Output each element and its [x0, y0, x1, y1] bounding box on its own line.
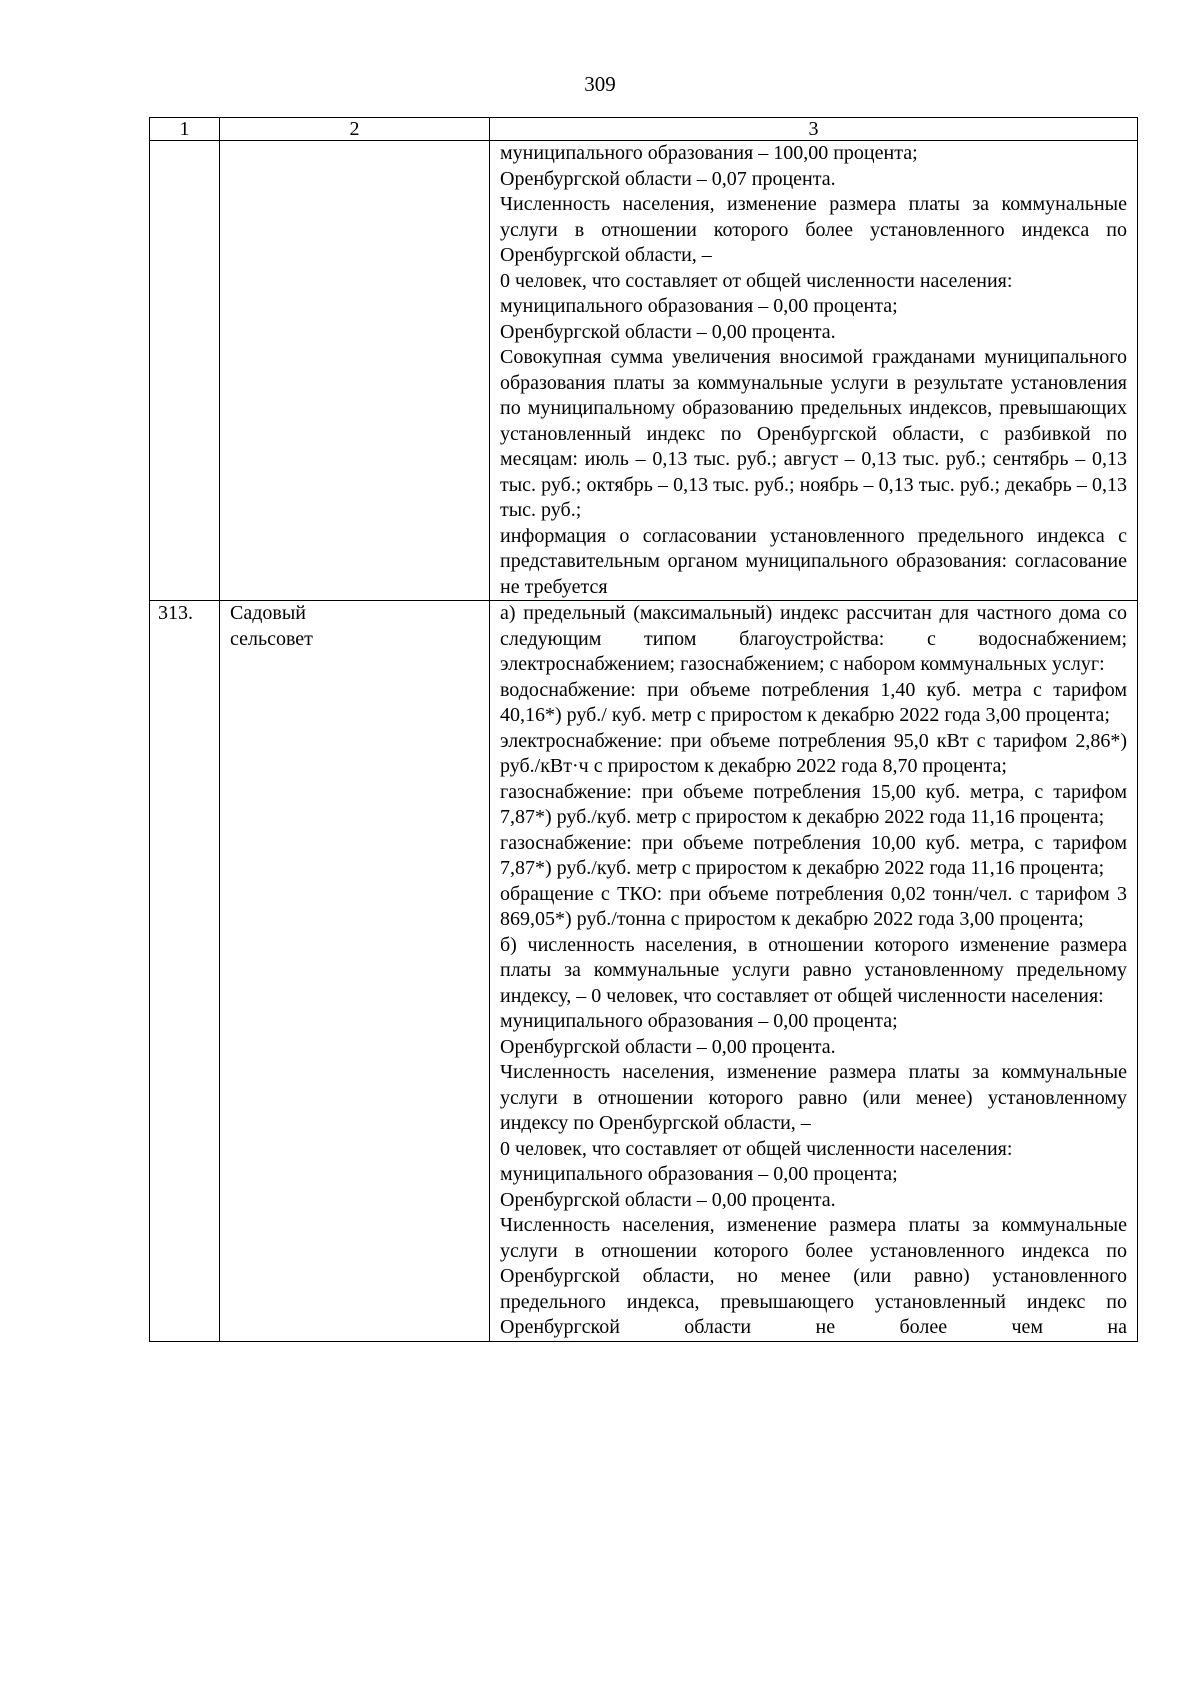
text-line: а) предельный (максимальный) индекс рассчитан для частного дома со следующим типом благоустройства: с водоснабжением; электроснабжением; газоснабжением; с набором коммунальных услуг:	[500, 602, 1127, 675]
text-line: Численность населения, изменение размера платы за коммунальные услуги в отношении которого более установленного индекса по Оренбургской области, –	[500, 193, 1127, 266]
text-line: газоснабжение: при объеме потребления 15,00 куб. метра, с тарифом 7,87*) руб./куб. метр с приростом к декабрю 2022 года 11,16 процента;	[500, 780, 1127, 828]
text-line: Численность населения, изменение размера платы за коммунальные услуги в отношении которого равно (или менее) установленному индексу по Оренбургской области, –	[500, 1061, 1127, 1134]
text-line: б) численность населения, в отношении которого изменение размера платы за коммунальные услуги равно установленному предельному индексу, – 0 человек, что составляет от общей численности населения:	[500, 933, 1127, 1007]
description-cell	[490, 601, 1138, 1342]
text-line: муниципального образования – 0,00 процента;	[500, 1163, 898, 1185]
table-row	[150, 141, 1138, 601]
text-line: водоснабжение: при объеме потребления 1,40 куб. метра с тарифом 40,16*) руб./ куб. метр с приростом к декабрю 2022 года 3,00 процента;	[500, 678, 1127, 726]
index-table	[149, 117, 1138, 1342]
text-line: Оренбургской области – 0,07 процента.	[500, 167, 836, 190]
municipality-cell	[220, 141, 490, 601]
text-line: муниципального образования – 100,00 процента;	[500, 142, 918, 164]
text-line: 0 человек, что составляет от общей численности населения:	[500, 269, 1013, 292]
header-col-3: 3	[490, 118, 1138, 141]
text-line: газоснабжение: при объеме потребления 10,00 куб. метра, с тарифом 7,87*) руб./куб. метр с приростом к декабрю 2022 года 11,16 процента;	[500, 831, 1127, 879]
text-line: муниципального образования – 0,00 процента;	[500, 295, 898, 317]
text-line: Оренбургской области – 0,00 процента.	[500, 1188, 836, 1211]
text-line: муниципального образования – 0,00 процента;	[500, 1010, 898, 1032]
municipality-type: сельсовет	[230, 627, 313, 650]
text-line: электроснабжение: при объеме потребления 95,0 кВт с тарифом 2,86*) руб./кВт·ч с приростом к декабрю 2022 года 8,70 процента;	[500, 729, 1127, 777]
text-line: Оренбургской области – 0,00 процента.	[500, 320, 836, 343]
text-line: Численность населения, изменение размера платы за коммунальные услуги в отношении которого более установленного индекса по Оренбургской области, но менее (или равно) установленного предельного индекса, превышающего установленный индекс по Оренбургской области не более чем на	[500, 1214, 1127, 1338]
header-col-1: 1	[150, 118, 220, 141]
table-header-row	[150, 118, 1138, 141]
row-number-cell: 313.	[150, 601, 220, 1342]
page-number: 309	[584, 72, 616, 96]
text-line: 0 человек, что составляет от общей численности населения:	[500, 1137, 1013, 1160]
municipality-name: Садовый	[230, 602, 306, 624]
row-number-cell	[150, 141, 220, 601]
text-line: информация о согласовании установленного предельного индекса с представительным органом муниципального образования: согласование не требуется	[500, 524, 1127, 598]
description-cell	[490, 141, 1138, 601]
table-row	[150, 601, 1138, 1342]
municipality-cell	[220, 601, 490, 1342]
header-col-2: 2	[220, 118, 490, 141]
text-line: обращение с ТКО: при объеме потребления 0,02 тонн/чел. с тарифом 3 869,05*) руб./тонна с приростом к декабрю 2022 года 3,00 процента;	[500, 882, 1127, 930]
text-line: Оренбургской области – 0,00 процента.	[500, 1035, 836, 1058]
text-line: Совокупная сумма увеличения вносимой гражданами муниципального образования платы за коммунальные услуги в результате установления по муниципальному образованию предельных индексов, превышающих установленный индекс по Оренбургской области, с разбивкой по месяцам: июль – 0,13 тыс. руб.; август – 0,13 тыс. руб.; сентябрь – 0,13 тыс. руб.; октябрь – 0,13 тыс. руб.; ноябрь – 0,13 тыс. руб.; декабрь – 0,13 тыс. руб.;	[500, 346, 1127, 521]
